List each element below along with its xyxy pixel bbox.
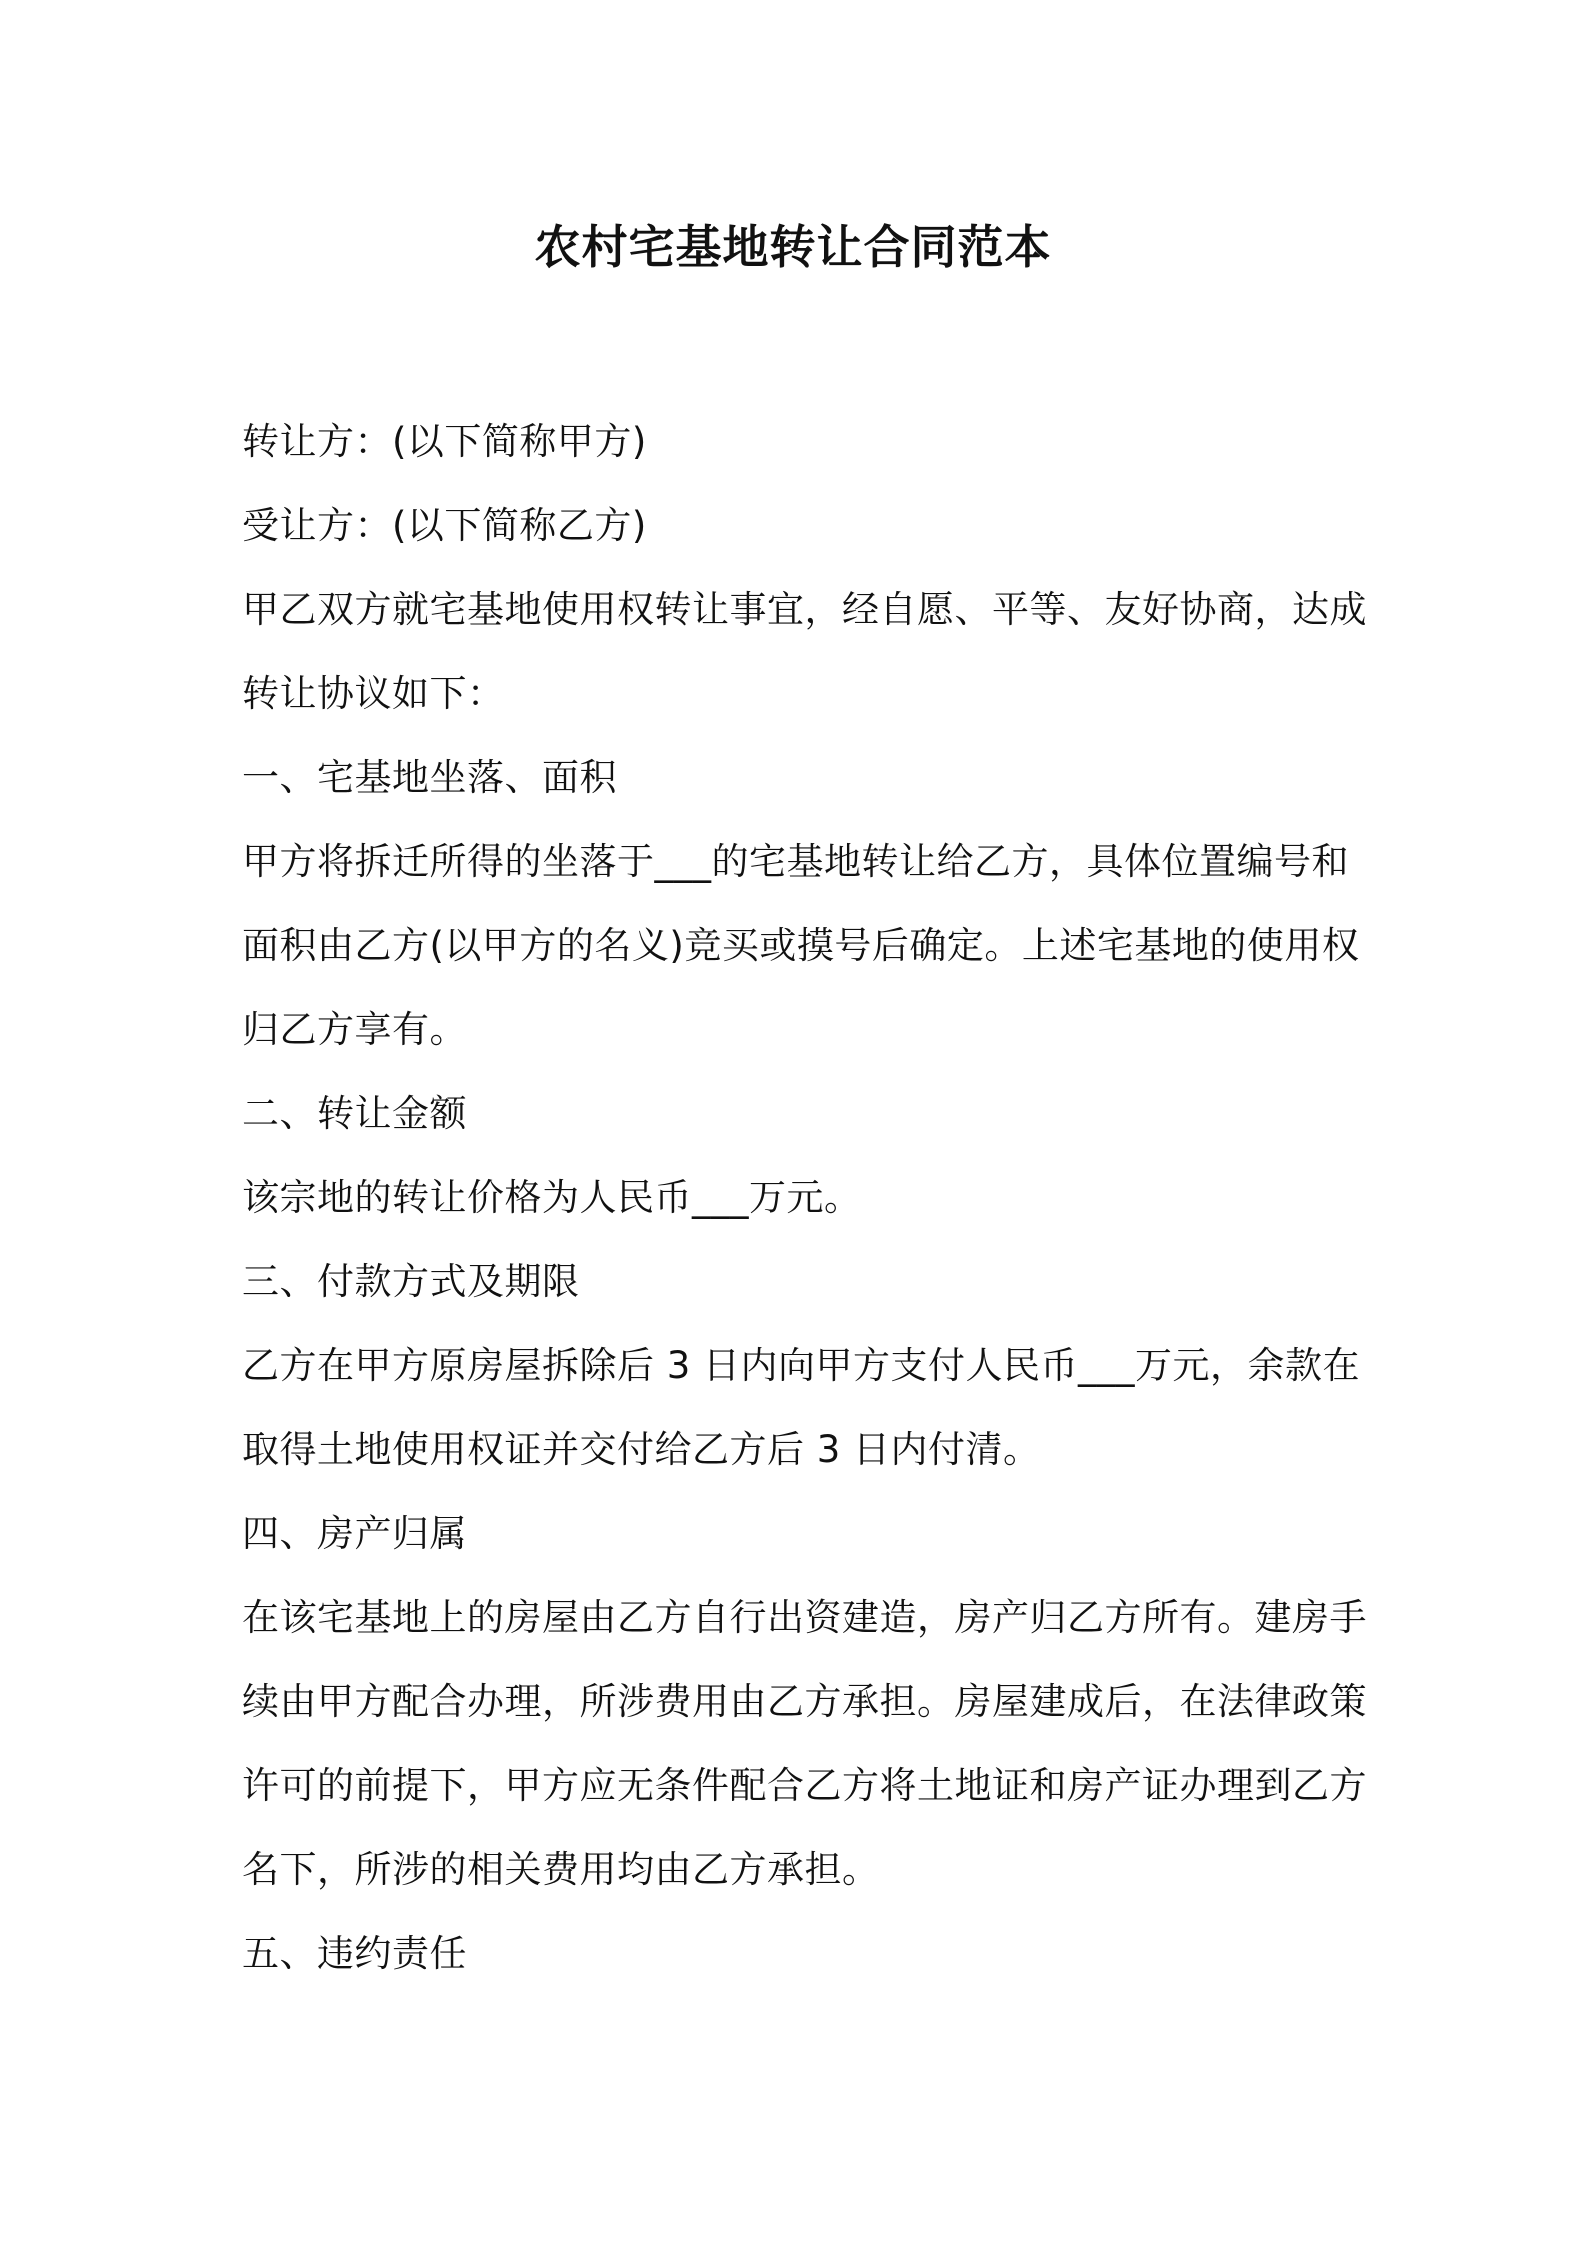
- section-heading-4: 四、房产归属: [242, 1512, 467, 1555]
- section-heading-5: 五、违约责任: [242, 1932, 467, 1975]
- section-4-line-3: 许可的前提下，甲方应无条件配合乙方将土地证和房产证办理到乙方: [242, 1764, 1367, 1807]
- section-heading-3: 三、付款方式及期限: [242, 1260, 580, 1303]
- document-body: [242, 400, 1367, 1996]
- preamble-line-1: 甲乙双方就宅基地使用权转让事宜，经自愿、平等、友好协商，达成: [242, 588, 1367, 631]
- section-3-line-2: 取得土地使用权证并交付给乙方后 3 日内付清。: [242, 1428, 1041, 1471]
- party-transferee-line: 受让方：(以下简称乙方): [242, 504, 647, 547]
- section-1-line-2: 面积由乙方(以甲方的名义)竞买或摸号后确定。上述宅基地的使用权: [242, 924, 1360, 967]
- section-4-line-1: 在该宅基地上的房屋由乙方自行出资建造，房产归乙方所有。建房手: [242, 1596, 1367, 1639]
- party-transferor-line: 转让方：(以下简称甲方): [242, 420, 647, 463]
- section-1-line-1: 甲方将拆迁所得的坐落于___的宅基地转让给乙方，具体位置编号和: [242, 840, 1349, 883]
- section-3-line-1: 乙方在甲方原房屋拆除后 3 日内向甲方支付人民币___万元，余款在: [242, 1344, 1361, 1387]
- section-heading-2: 二、转让金额: [242, 1092, 467, 1135]
- section-1-line-3: 归乙方享有。: [242, 1008, 467, 1051]
- preamble-line-2: 转让协议如下：: [242, 672, 505, 715]
- section-4-line-4: 名下，所涉的相关费用均由乙方承担。: [242, 1848, 880, 1891]
- section-4-line-2: 续由甲方配合办理，所涉费用由乙方承担。房屋建成后，在法律政策: [242, 1680, 1367, 1723]
- section-heading-1: 一、宅基地坐落、面积: [242, 756, 617, 799]
- section-2-line-1: 该宗地的转让价格为人民币___万元。: [242, 1176, 862, 1219]
- document-title: 农村宅基地转让合同范本: [534, 220, 1052, 274]
